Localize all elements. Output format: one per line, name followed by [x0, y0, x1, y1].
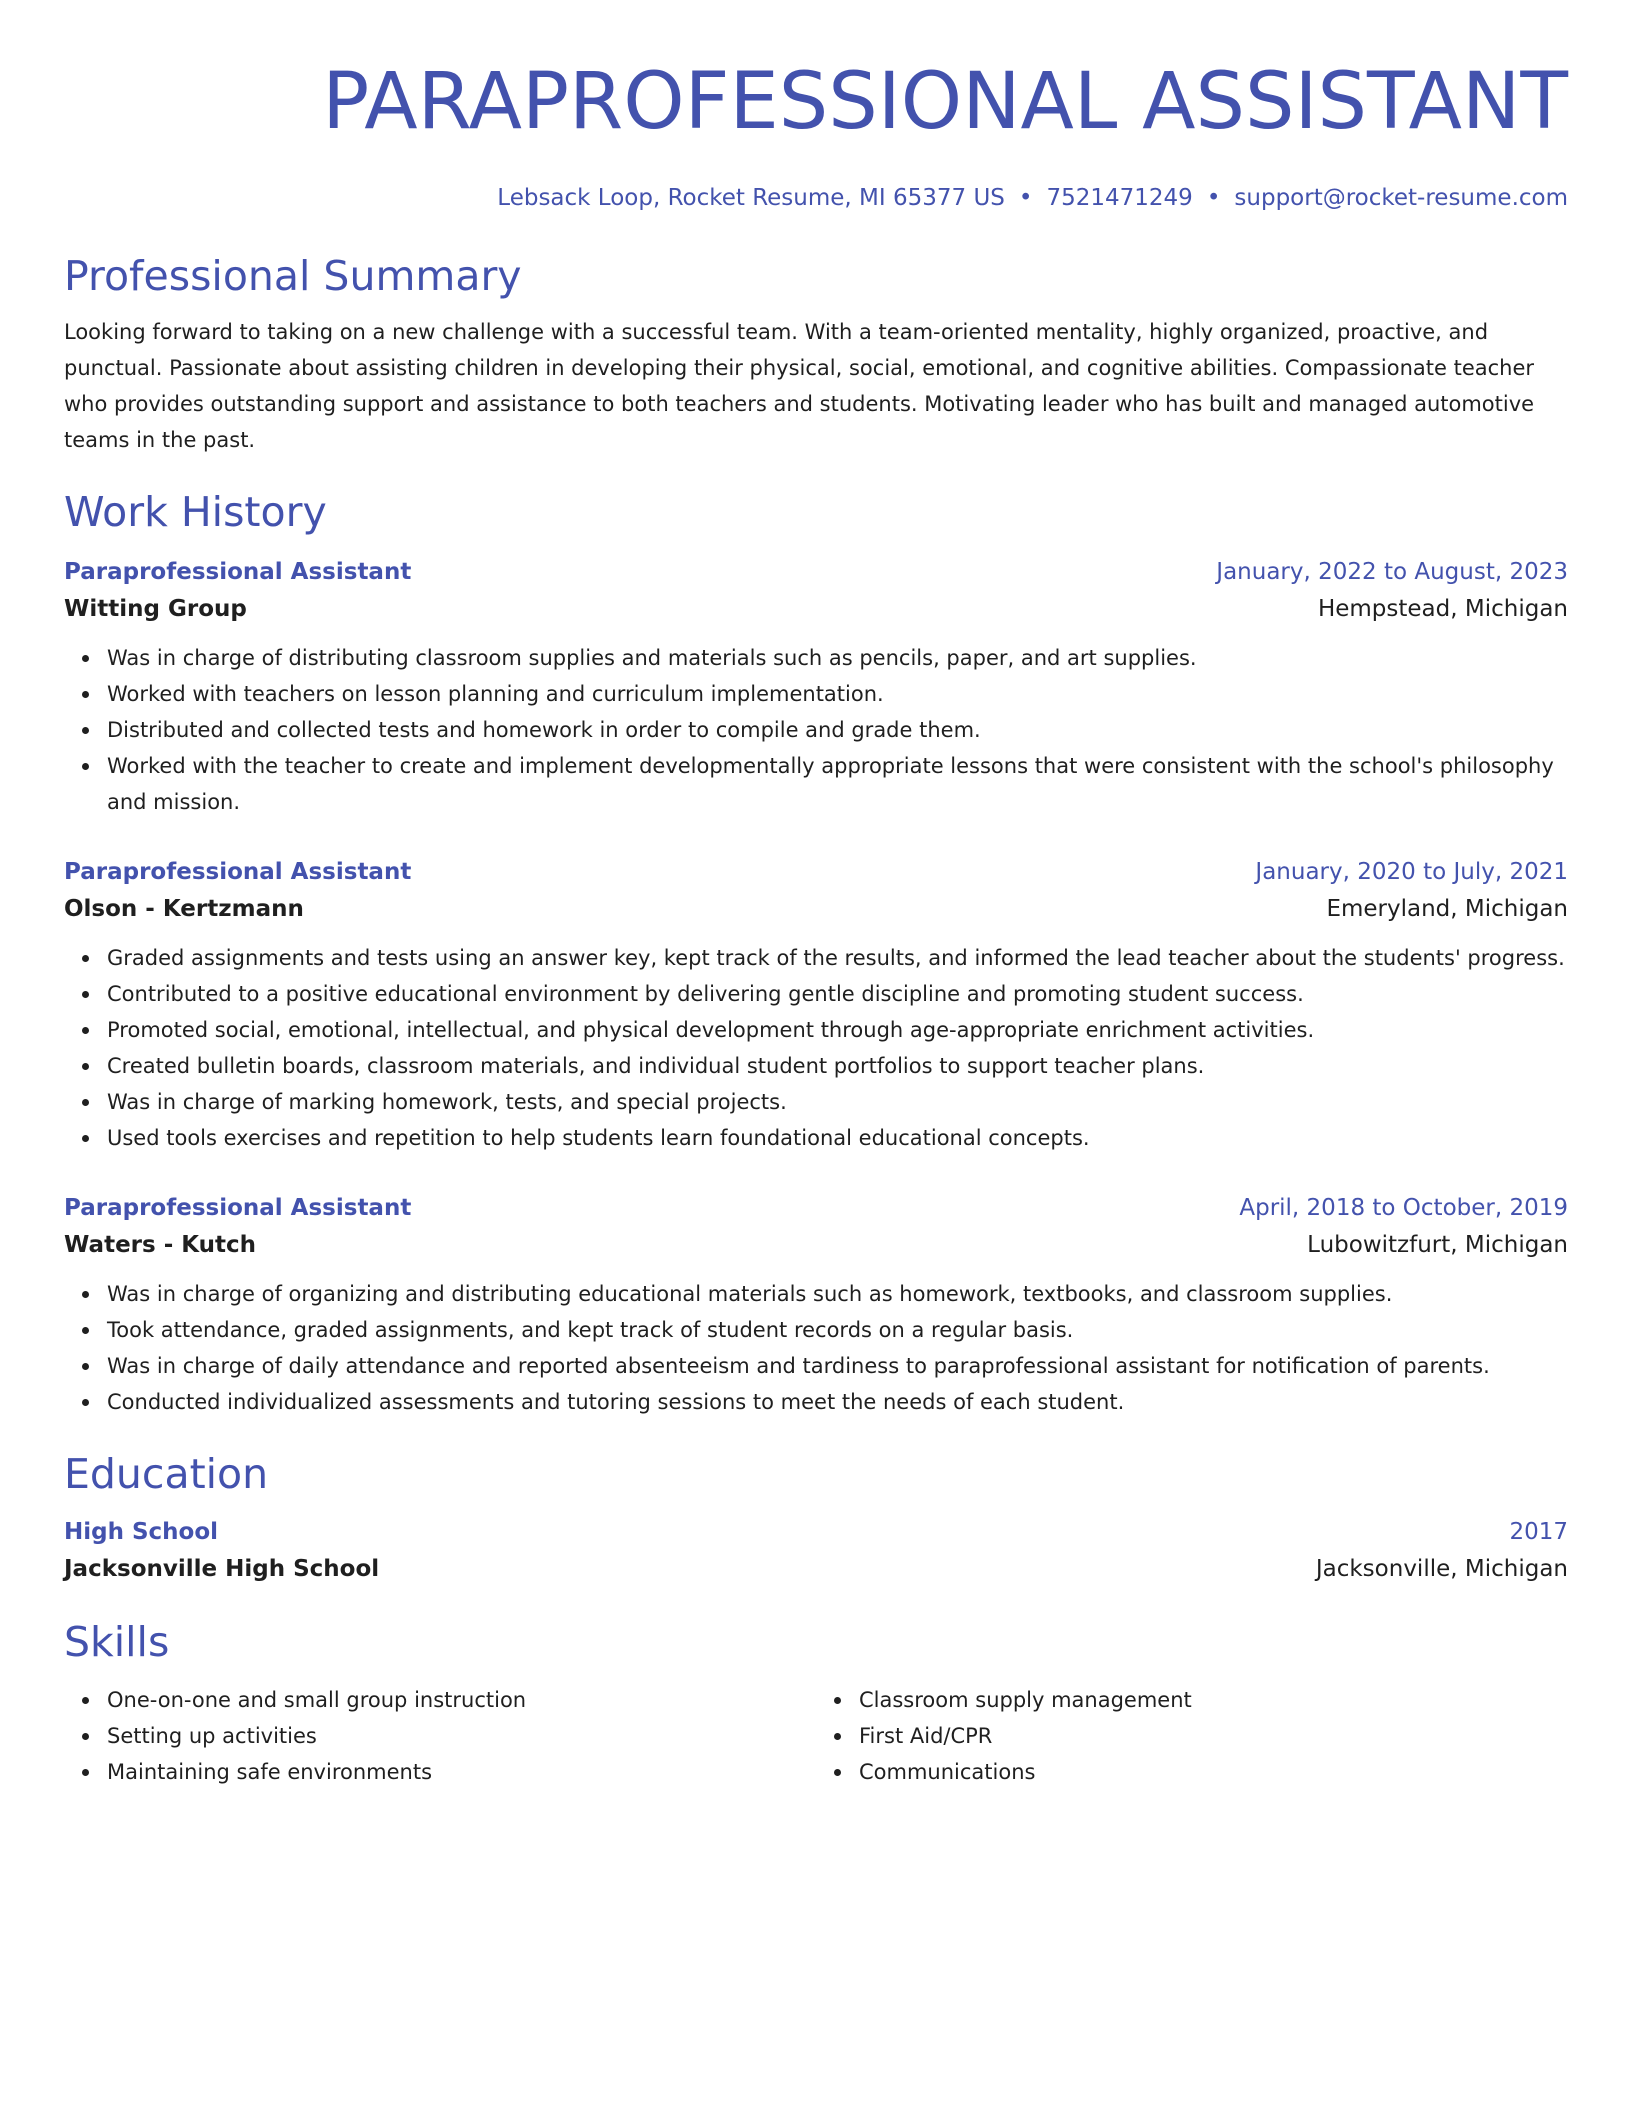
contact-separator: •: [1018, 185, 1033, 211]
education-school-row: [64, 1550, 1568, 1588]
job-location: Hempstead, Michigan: [1317, 596, 1568, 622]
job-header-row: [64, 554, 1568, 590]
contact-address: Lebsack Loop, Rocket Resume, MI 65377 US: [497, 185, 1005, 211]
contact-email-link[interactable]: support@rocket-resume.com: [1234, 185, 1568, 211]
education-location: Jacksonville, Michigan: [1315, 1556, 1568, 1582]
job-company-row: [64, 590, 1568, 628]
job-location: Emeryland, Michigan: [1326, 896, 1568, 922]
job-bullets: [64, 1276, 1568, 1420]
job-bullet: Was in charge of marking homework, tests, and special projects.: [107, 1084, 1568, 1120]
job-bullet: Took attendance, graded assignments, and kept track of student records on a regular basis.: [107, 1312, 1568, 1348]
skills-list-left: [64, 1682, 816, 1790]
section-title-skills: Skills: [64, 1618, 170, 1666]
job-company-row: [64, 1226, 1568, 1264]
job-entry: [64, 554, 1568, 820]
education-entry: [64, 1514, 1568, 1588]
education-section: [64, 1448, 1568, 1588]
skill-item: Classroom supply management: [859, 1682, 1568, 1718]
education-header-row: [64, 1514, 1568, 1550]
summary-section: [64, 250, 1568, 458]
candidate-name: PARAPROFESSIONAL ASSISTANT: [322, 57, 1568, 147]
job-title: Paraprofessional Assistant: [64, 559, 412, 585]
job-dates: January, 2020 to July, 2021: [1255, 859, 1568, 885]
skill-item: Setting up activities: [107, 1718, 816, 1754]
skills-list-right: [816, 1682, 1568, 1790]
contact-separator: •: [1206, 185, 1221, 211]
skills-section: [64, 1616, 1568, 1790]
summary-text: Looking forward to taking on a new challenge with a successful team. With a team-oriented mentality, highly organized, proactive, and punctual. Passionate about assisting children in developing their physical, social, emotional, and cognitive abilities. Compassionate teacher who provides outstanding support and assistance to both teachers and students. Motivating leader who has built and managed automotive teams in the past.: [64, 320, 1535, 452]
resume-header: [64, 52, 1568, 214]
job-bullet: Was in charge of daily attendance and reported absenteeism and tardiness to paraprofessional assistant for notification of parents.: [107, 1348, 1568, 1384]
job-header-row: [64, 854, 1568, 890]
contact-phone: 7521471249: [1046, 185, 1193, 211]
job-title: Paraprofessional Assistant: [64, 859, 412, 885]
job-bullet: Was in charge of distributing classroom supplies and materials such as pencils, paper, and art supplies.: [107, 640, 1568, 676]
section-title-summary: Professional Summary: [64, 252, 522, 300]
work-history-section: [64, 486, 1568, 1420]
skill-item: Communications: [859, 1754, 1568, 1790]
job-company-row: [64, 890, 1568, 928]
job-company: Olson - Kertzmann: [64, 896, 304, 922]
job-bullet: Used tools exercises and repetition to help students learn foundational educational concepts.: [107, 1120, 1568, 1156]
job-bullet: Distributed and collected tests and homework in order to compile and grade them.: [107, 712, 1568, 748]
job-bullet: Worked with the teacher to create and implement developmentally appropriate lessons that were consistent with the school's philosophy and mission.: [107, 748, 1568, 820]
education-year: 2017: [1509, 1519, 1568, 1545]
skill-item: Maintaining safe environments: [107, 1754, 816, 1790]
skill-item: One-on-one and small group instruction: [107, 1682, 816, 1718]
job-entry: [64, 854, 1568, 1156]
job-dates: April, 2018 to October, 2019: [1239, 1195, 1568, 1221]
section-title-work-history: Work History: [64, 488, 327, 536]
job-company: Waters - Kutch: [64, 1232, 257, 1258]
contact-line: [64, 182, 1568, 214]
skills-columns: [64, 1682, 1568, 1790]
job-bullet: Promoted social, emotional, intellectual, and physical development through age-appropriate enrichment activities.: [107, 1012, 1568, 1048]
job-bullets: [64, 940, 1568, 1156]
job-bullet: Conducted individualized assessments and tutoring sessions to meet the needs of each student.: [107, 1384, 1568, 1420]
job-bullet: Graded assignments and tests using an answer key, kept track of the results, and informed the lead teacher about the students' progress.: [107, 940, 1568, 976]
job-entry: [64, 1190, 1568, 1420]
job-bullets: [64, 640, 1568, 820]
education-school: Jacksonville High School: [64, 1556, 380, 1582]
job-dates: January, 2022 to August, 2023: [1216, 559, 1568, 585]
job-bullet: Worked with teachers on lesson planning and curriculum implementation.: [107, 676, 1568, 712]
job-title: Paraprofessional Assistant: [64, 1195, 412, 1221]
job-header-row: [64, 1190, 1568, 1226]
section-title-education: Education: [64, 1450, 269, 1498]
job-bullet: Was in charge of organizing and distributing educational materials such as homework, textbooks, and classroom supplies.: [107, 1276, 1568, 1312]
job-bullet: Contributed to a positive educational environment by delivering gentle discipline and promoting student success.: [107, 976, 1568, 1012]
job-bullet: Created bulletin boards, classroom materials, and individual student portfolios to support teacher plans.: [107, 1048, 1568, 1084]
job-location: Lubowitzfurt, Michigan: [1307, 1232, 1568, 1258]
job-company: Witting Group: [64, 596, 247, 622]
skill-item: First Aid/CPR: [859, 1718, 1568, 1754]
education-degree: High School: [64, 1519, 219, 1545]
